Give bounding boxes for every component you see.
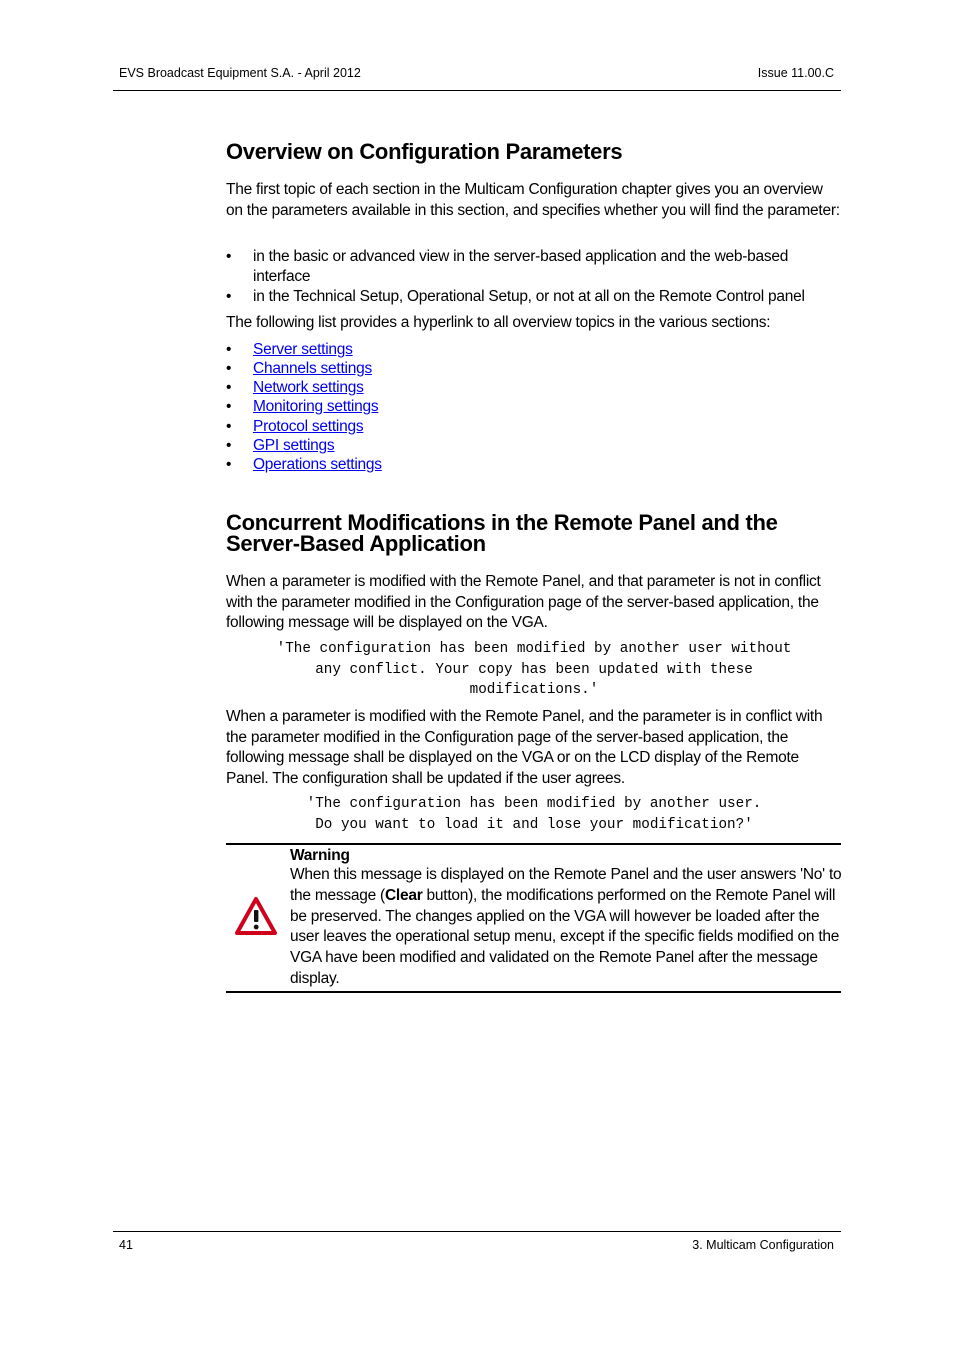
header-left: EVS Broadcast Equipment S.A. - April 2012 [119,66,361,80]
page-number: 41 [119,1238,133,1252]
message-conflict: 'The configuration has been modified by another user. Do you want to load it and lose your modification?' [306,796,762,833]
section-title-line: Server-Based Application [226,531,486,556]
link-operations-settings[interactable]: Operations settings [253,456,382,473]
section-title-overview: Overview on Configuration Parameters [226,139,623,164]
warning-triangle-icon [234,896,278,936]
paragraph-no-conflict: When a parameter is modified with the Remote Panel, and that parameter is not in conflict with the parameter modified in the Configuration page of the server-based application, the following message will be displayed on the VGA. [226,573,821,631]
warning-text-part: button), the modifications performed on the Remote Panel will be preserved. The changes applied on the VGA will however be loaded after the user leaves the operational setup menu, except if the specific fields modified on the VGA have been modified and validated on the Remote Panel after the message display. [290,886,840,987]
link-network-settings[interactable]: Network settings [253,379,364,396]
link-server-settings[interactable]: Server settings [253,341,353,358]
list-intro: The following list provides a hyperlink to all overview topics in the various sections: [226,314,771,331]
warning-clear-keyword: Clear [384,886,423,904]
warning-text [290,865,842,990]
intro-paragraph: The first topic of each section in the Multicam Configuration chapter gives you an overview on the parameters available in this section, and specifies whether you will find the parameter: [226,181,840,219]
footer-rule [113,1231,841,1232]
warning-bottom-rule [226,991,841,993]
warning-title: Warning [290,847,350,864]
link-protocol-settings[interactable]: Protocol settings [253,418,364,435]
warning-top-rule [226,843,841,845]
header-issue: Issue 11.00.C [757,66,834,80]
paragraph-conflict: When a parameter is modified with the Remote Panel, and the parameter is in conflict with the parameter modified in the Configuration page of the server-based application, the following message shall be displayed on the VGA or on the LCD display of the Remote Panel. The configuration shall be updated if the user agrees. [226,708,823,787]
message-no-conflict: 'The configuration has been modified by another user without any conflict. Your copy has been updated with these modifications.' [276,641,792,698]
section-title-concurrent [226,512,778,554]
link-channels-settings[interactable]: Channels settings [253,360,372,377]
header-rule [113,90,841,91]
link-monitoring-settings[interactable]: Monitoring settings [253,398,379,415]
bullet-text: in the Technical Setup, Operational Setup, or not at all on the Remote Control panel [253,288,805,305]
bullet-text: in the basic or advanced view in the server-based application and the web-based interface [253,248,789,285]
section-title-line: Concurrent Modifications in the Remote Panel and the [226,510,778,535]
footer-chapter: 3. Multicam Configuration [692,1238,834,1252]
warning-text-part: When this message is displayed on the Remote Panel and the user answers 'No' to the message ( [290,866,842,904]
link-gpi-settings[interactable]: GPI settings [253,437,335,454]
